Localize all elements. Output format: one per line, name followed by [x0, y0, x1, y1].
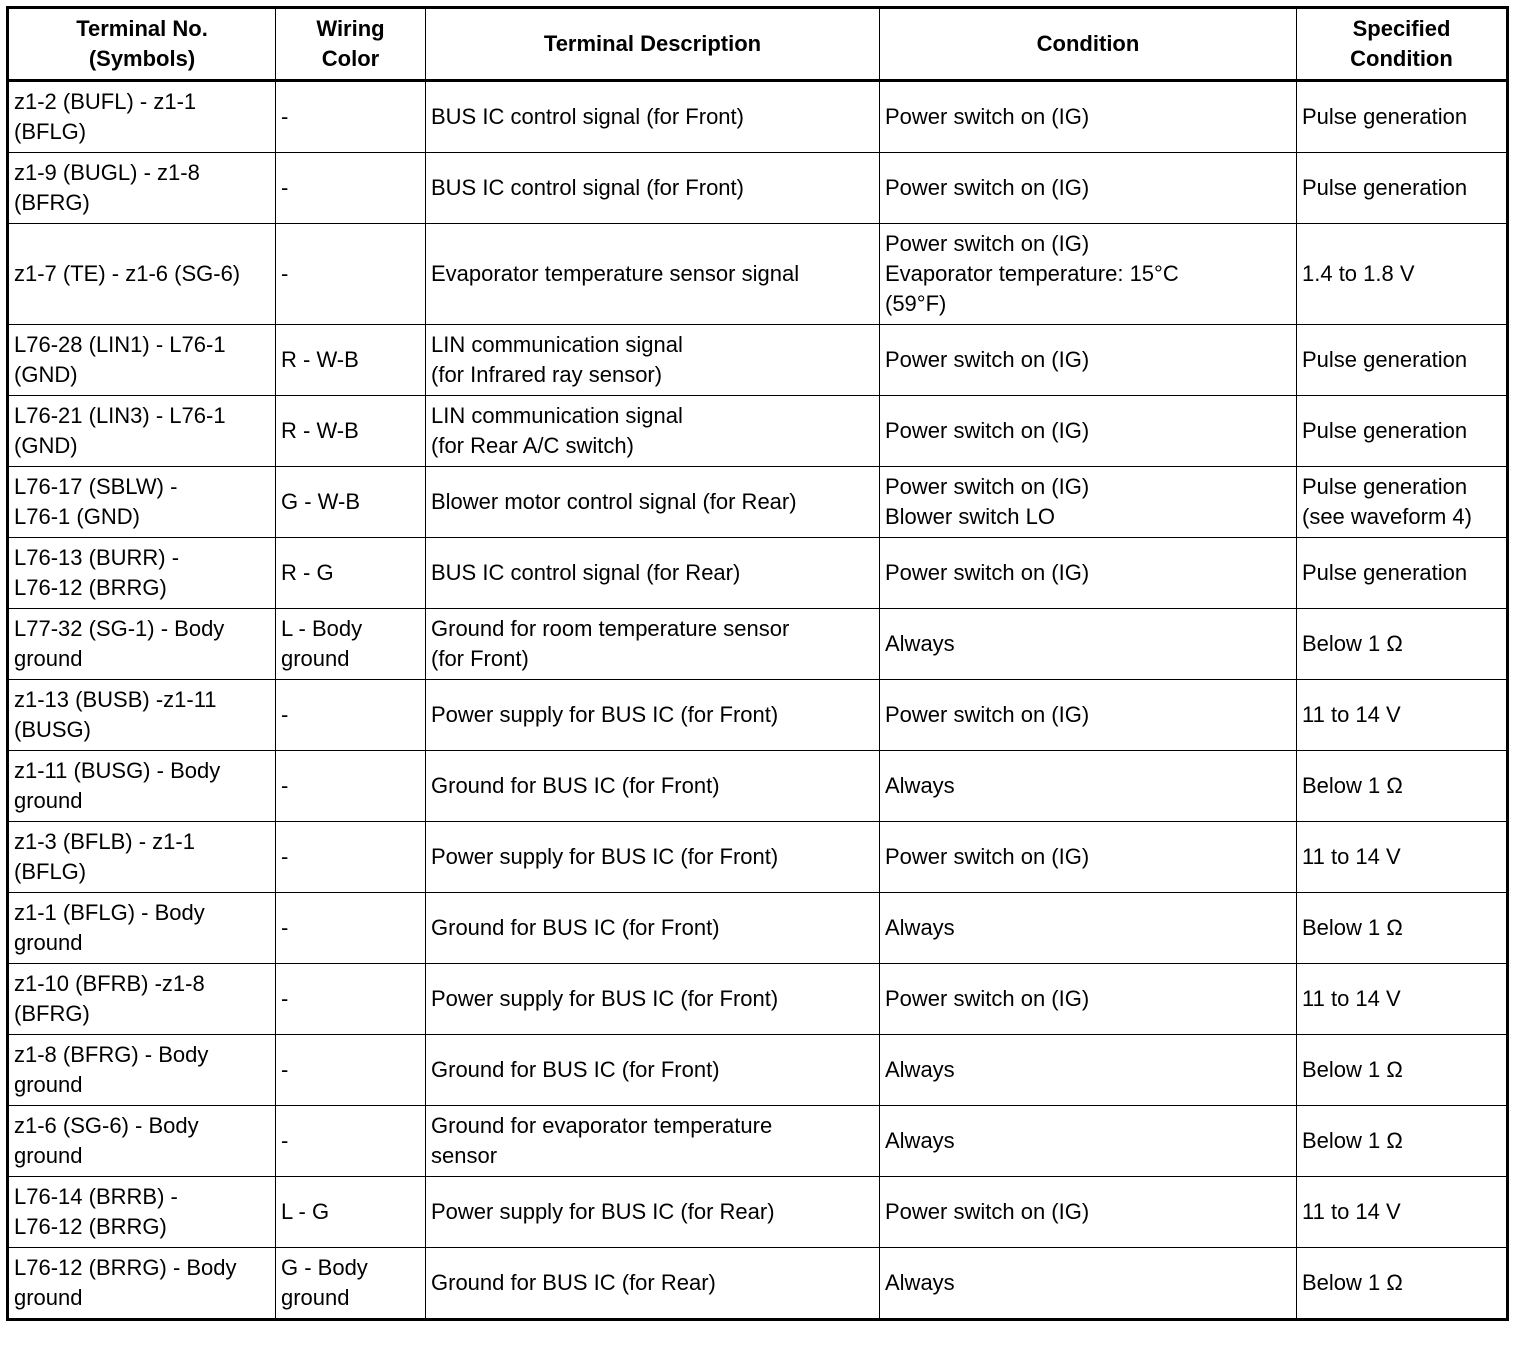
cell-condition: Always	[880, 1106, 1297, 1177]
cell-specified-condition: Pulse generation	[1297, 153, 1508, 224]
table-row	[8, 1035, 1508, 1106]
cell-condition: Power switch on (IG)	[880, 538, 1297, 609]
cell-specified-condition: 1.4 to 1.8 V	[1297, 224, 1508, 325]
table-row	[8, 751, 1508, 822]
cell-condition: Power switch on (IG)	[880, 822, 1297, 893]
cell-wiring-color: -	[276, 153, 426, 224]
table-row	[8, 822, 1508, 893]
cell-specified-condition: 11 to 14 V	[1297, 1177, 1508, 1248]
cell-specified-condition: Pulse generation	[1297, 538, 1508, 609]
cell-wiring-color: R - G	[276, 538, 426, 609]
table-row	[8, 325, 1508, 396]
cell-wiring-color: -	[276, 1035, 426, 1106]
cell-wiring-color: -	[276, 81, 426, 153]
cell-wiring-color: -	[276, 964, 426, 1035]
cell-terminal: z1-8 (BFRG) - Body ground	[8, 1035, 276, 1106]
cell-description: Blower motor control signal (for Rear)	[426, 467, 880, 538]
table-row	[8, 224, 1508, 325]
cell-wiring-color: L - Body ground	[276, 609, 426, 680]
cell-wiring-color: -	[276, 893, 426, 964]
cell-description: Ground for BUS IC (for Front)	[426, 1035, 880, 1106]
header-specified-condition: Specified Condition	[1297, 8, 1508, 81]
terminal-spec-table	[6, 6, 1509, 1321]
cell-description: Power supply for BUS IC (for Front)	[426, 680, 880, 751]
cell-wiring-color: G - W-B	[276, 467, 426, 538]
table-row	[8, 538, 1508, 609]
cell-specified-condition: Below 1 Ω	[1297, 1248, 1508, 1320]
cell-condition: Power switch on (IG)	[880, 81, 1297, 153]
cell-wiring-color: -	[276, 1106, 426, 1177]
cell-specified-condition: Below 1 Ω	[1297, 751, 1508, 822]
cell-wiring-color: -	[276, 680, 426, 751]
cell-specified-condition: Below 1 Ω	[1297, 1106, 1508, 1177]
cell-condition: Power switch on (IG)	[880, 964, 1297, 1035]
cell-terminal: L76-21 (LIN3) - L76-1 (GND)	[8, 396, 276, 467]
cell-condition: Always	[880, 751, 1297, 822]
cell-condition: Power switch on (IG)	[880, 1177, 1297, 1248]
cell-description: Ground for evaporator temperature sensor	[426, 1106, 880, 1177]
cell-terminal: L76-13 (BURR) - L76-12 (BRRG)	[8, 538, 276, 609]
cell-condition: Power switch on (IG)	[880, 325, 1297, 396]
cell-description: Ground for room temperature sensor (for Front)	[426, 609, 880, 680]
cell-wiring-color: L - G	[276, 1177, 426, 1248]
cell-terminal: z1-1 (BFLG) - Body ground	[8, 893, 276, 964]
cell-terminal: L76-14 (BRRB) - L76-12 (BRRG)	[8, 1177, 276, 1248]
header-wiring-color: Wiring Color	[276, 8, 426, 81]
cell-wiring-color: G - Body ground	[276, 1248, 426, 1320]
cell-wiring-color: -	[276, 822, 426, 893]
table-row	[8, 153, 1508, 224]
cell-description: LIN communication signal (for Infrared ray sensor)	[426, 325, 880, 396]
cell-description: Power supply for BUS IC (for Front)	[426, 964, 880, 1035]
cell-specified-condition: Below 1 Ω	[1297, 893, 1508, 964]
cell-description: BUS IC control signal (for Front)	[426, 153, 880, 224]
cell-condition: Always	[880, 1035, 1297, 1106]
cell-description: Ground for BUS IC (for Rear)	[426, 1248, 880, 1320]
cell-terminal: L76-17 (SBLW) - L76-1 (GND)	[8, 467, 276, 538]
table-row	[8, 1106, 1508, 1177]
document-page	[6, 6, 1506, 1321]
header-terminal-description: Terminal Description	[426, 8, 880, 81]
cell-terminal: z1-3 (BFLB) - z1-1 (BFLG)	[8, 822, 276, 893]
cell-terminal: L76-28 (LIN1) - L76-1 (GND)	[8, 325, 276, 396]
cell-condition: Always	[880, 1248, 1297, 1320]
cell-specified-condition: Pulse generation (see waveform 4)	[1297, 467, 1508, 538]
cell-condition: Power switch on (IG)	[880, 396, 1297, 467]
cell-condition: Power switch on (IG)	[880, 680, 1297, 751]
table-row	[8, 1248, 1508, 1320]
cell-terminal: z1-10 (BFRB) -z1-8 (BFRG)	[8, 964, 276, 1035]
cell-terminal: z1-9 (BUGL) - z1-8 (BFRG)	[8, 153, 276, 224]
table-row	[8, 81, 1508, 153]
cell-description: LIN communication signal (for Rear A/C switch)	[426, 396, 880, 467]
table-body	[8, 81, 1508, 1320]
header-terminal-no: Terminal No. (Symbols)	[8, 8, 276, 81]
cell-specified-condition: 11 to 14 V	[1297, 680, 1508, 751]
cell-condition: Power switch on (IG)	[880, 153, 1297, 224]
cell-wiring-color: R - W-B	[276, 396, 426, 467]
cell-specified-condition: Pulse generation	[1297, 396, 1508, 467]
cell-description: Power supply for BUS IC (for Rear)	[426, 1177, 880, 1248]
cell-terminal: z1-2 (BUFL) - z1-1 (BFLG)	[8, 81, 276, 153]
cell-description: BUS IC control signal (for Front)	[426, 81, 880, 153]
cell-terminal: z1-13 (BUSB) -z1-11 (BUSG)	[8, 680, 276, 751]
cell-wiring-color: -	[276, 224, 426, 325]
cell-terminal: L77-32 (SG-1) - Body ground	[8, 609, 276, 680]
table-header	[8, 8, 1508, 81]
cell-terminal: z1-7 (TE) - z1-6 (SG-6)	[8, 224, 276, 325]
cell-terminal: z1-11 (BUSG) - Body ground	[8, 751, 276, 822]
cell-description: Ground for BUS IC (for Front)	[426, 751, 880, 822]
cell-specified-condition: Pulse generation	[1297, 81, 1508, 153]
table-row	[8, 964, 1508, 1035]
cell-specified-condition: Pulse generation	[1297, 325, 1508, 396]
cell-specified-condition: Below 1 Ω	[1297, 1035, 1508, 1106]
table-row	[8, 680, 1508, 751]
cell-terminal: L76-12 (BRRG) - Body ground	[8, 1248, 276, 1320]
cell-description: BUS IC control signal (for Rear)	[426, 538, 880, 609]
table-row	[8, 467, 1508, 538]
cell-condition: Always	[880, 893, 1297, 964]
table-row	[8, 609, 1508, 680]
cell-condition: Always	[880, 609, 1297, 680]
table-row	[8, 1177, 1508, 1248]
header-row	[8, 8, 1508, 81]
cell-description: Power supply for BUS IC (for Front)	[426, 822, 880, 893]
header-condition: Condition	[880, 8, 1297, 81]
cell-condition: Power switch on (IG) Evaporator temperature: 15°C (59°F)	[880, 224, 1297, 325]
cell-condition: Power switch on (IG) Blower switch LO	[880, 467, 1297, 538]
cell-description: Evaporator temperature sensor signal	[426, 224, 880, 325]
cell-terminal: z1-6 (SG-6) - Body ground	[8, 1106, 276, 1177]
table-row	[8, 893, 1508, 964]
cell-wiring-color: R - W-B	[276, 325, 426, 396]
cell-specified-condition: 11 to 14 V	[1297, 964, 1508, 1035]
table-row	[8, 396, 1508, 467]
cell-wiring-color: -	[276, 751, 426, 822]
cell-specified-condition: Below 1 Ω	[1297, 609, 1508, 680]
cell-description: Ground for BUS IC (for Front)	[426, 893, 880, 964]
cell-specified-condition: 11 to 14 V	[1297, 822, 1508, 893]
